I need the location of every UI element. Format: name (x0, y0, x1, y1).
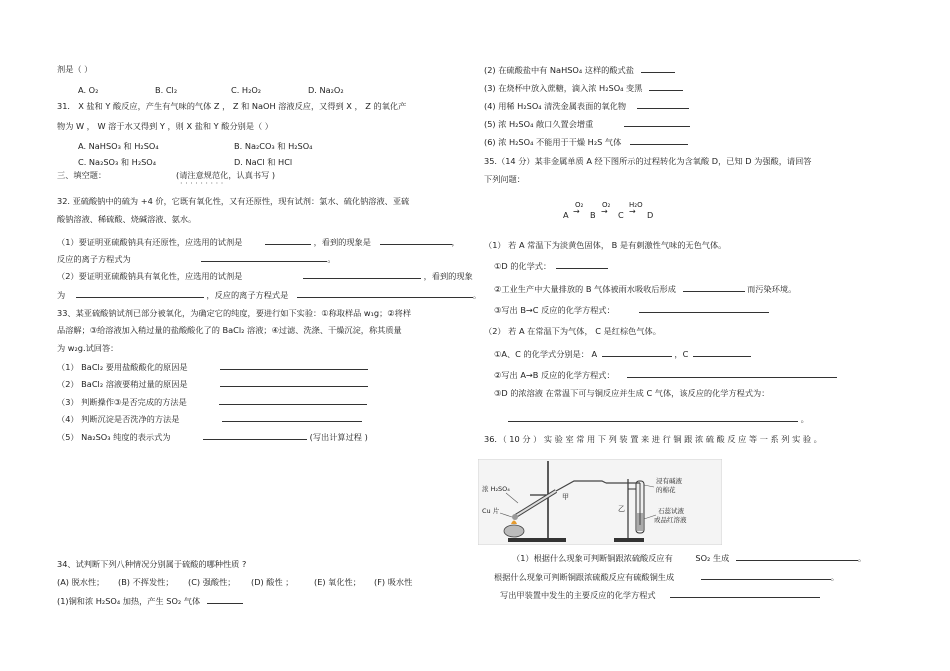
scheme-a: A (563, 210, 569, 220)
q30-option-d: D. Na₂O₂ (308, 85, 344, 95)
q32-part2-prompt: （2）要证明亚硫酸钠具有氧化性，应选用的试剂是 (57, 271, 243, 281)
q32-stem-line1: 32. 亚硫酸钠中的硫为 +4 价，它既有氧化性，又有还原性，现有试剂：氯水、硫化钠溶液、亚硫 (57, 196, 410, 206)
q34-item1-blank[interactable] (207, 595, 243, 604)
q35-part2-sub3-period: 。 (800, 414, 809, 424)
q34-item2-prompt: (2) 在硫酸盐中有 NaHSO₄ 这样的酸式盐 (484, 65, 634, 75)
q35-part2-sub1-prompt: ①A、C 的化学式分别是： A (494, 349, 598, 359)
q32-part1-phenomenon-label: ，看到的现象是 (313, 237, 371, 247)
copper-sulfuric-acid-apparatus-figure (478, 459, 722, 545)
q34-option-b: (B) 不挥发性； (118, 577, 174, 587)
q35-part2-stem: （2） 若 A 在常温下为气体， C 是红棕色气体。 (484, 326, 661, 336)
q34-stem: 34、试判断下列八种情况分别属于硫酸的哪种性质 ? (57, 559, 247, 569)
q35-part2-sub2[interactable] (494, 369, 837, 381)
q32-stem-line2: 酸钠溶液、稀硫酸、烧碱溶液、氨水。 (57, 214, 197, 224)
q34-item4[interactable] (484, 100, 689, 112)
q36-stem: 36．（ 10 分 ） 实 验 室 常 用 下 列 装 置 来 进 行 铜 跟 浓 硫 酸 反 应 等 一 系 列 实 验 。 (484, 434, 822, 444)
q36-part1-prompt: （1）根据什么现象可判断铜跟浓硫酸反应有 (512, 553, 673, 563)
q36-part1-so2: SO₂ 生成 (695, 553, 730, 563)
q35-part1-sub2-blank[interactable] (683, 283, 745, 292)
q33-part4-blank[interactable] (222, 413, 362, 422)
q35-part1-sub3-prompt: ③写出 B→C 反应的化学方程式： (494, 305, 615, 315)
q34-item4-blank[interactable] (637, 100, 689, 109)
q33-part1[interactable] (57, 361, 368, 373)
q33-part3-prompt: （3） 判断操作③是否完成的方法是 (57, 397, 187, 407)
scheme-h2o: H₂O (629, 201, 643, 209)
q33-stem-line1: 33、某亚硫酸钠试剂已部分被氧化，为确定它的纯度，要进行如下实验：①称取样品 w₁g；②将样 (57, 308, 412, 318)
q34-item6-prompt: (6) 浓 H₂SO₄ 不能用于干燥 H₂S 气体 (484, 137, 622, 147)
scheme-arrow-2: → (601, 207, 608, 216)
scheme-arrow-3: → (629, 207, 636, 216)
scheme-arrow-1: → (573, 207, 580, 216)
q31-stem-line2: 物为 W ， W 溶于水又得到 Y ，则 X 盐和 Y 酸分别是（ ） (57, 121, 273, 131)
q33-part5-note: (写出计算过程 ) (309, 432, 368, 442)
q34-item3-prompt: (3) 在烧杯中放入蔗糖，滴入浓 H₂SO₄ 变黑 (484, 83, 643, 93)
q35-part2-sub2-prompt: ②写出 A→B 反应的化学方程式： (494, 370, 615, 380)
q32-part1-equation-blank[interactable] (201, 253, 327, 262)
q33-stem-line2: 品溶解；③给溶液加入稍过量的盐酸酸化了的 BaCl₂ 溶液；④过滤、洗涤、干燥沉淀，称其质量 (57, 325, 402, 335)
q34-item2[interactable] (484, 64, 675, 76)
q31-option-d: D. NaCl 和 HCl (234, 157, 293, 167)
section3-note: (请注意规范化，认真书写 ) (176, 170, 276, 180)
q34-option-f: (F) 吸水性 (374, 577, 413, 587)
q35-part2-sub1[interactable] (494, 348, 751, 360)
q36-part1-line1[interactable]: （1）根据什么现象可判断铜跟浓硫酸反应有 SO₂ 生成 。 (512, 553, 867, 563)
q32-part1-phenomenon-blank[interactable] (380, 236, 452, 245)
q32-part2-phenomenon-label: ，看到的现象 (423, 271, 473, 281)
q36-part1-cuso4-prompt: 根据什么现象可判断铜跟浓硫酸反应有硫酸铜生成 (494, 572, 675, 582)
q33-part5[interactable] (57, 431, 368, 443)
q33-stem-line3: 为 w₂g.试回答： (57, 343, 119, 353)
q32-part1-equation[interactable]: 反应的离子方程式为 。 (57, 254, 336, 264)
q33-part5-blank[interactable] (203, 431, 307, 440)
q35-part1-sub1[interactable] (494, 260, 608, 272)
apparatus-label-cotton-line1: 浸有碱液 (656, 477, 682, 485)
q35-part2-sub1-c-label: ，C (674, 349, 689, 359)
apparatus-label-cotton-line2: 的棉花 (656, 486, 676, 494)
q34-item3[interactable] (484, 82, 683, 94)
q34-item1-prompt: (1)铜和浓 H₂SO₄ 加热，产生 SO₂ 气体 (57, 596, 201, 606)
q35-part1-sub2[interactable] (494, 283, 796, 295)
q35-stem-line1: 35.（14 分）某非金属单质 A 经下图所示的过程转化为含氧酸 D，已知 D 为强酸，请回答 (484, 156, 812, 166)
q34-item4-prompt: (4) 用稀 H₂SO₄ 清洗金属表面的氧化物 (484, 101, 627, 111)
q34-item3-blank[interactable] (649, 82, 683, 91)
q35-part2-sub3-blank[interactable] (508, 413, 798, 422)
q34-option-a: (A) 脱水性； (57, 577, 105, 587)
q32-part2-for: 为 (57, 290, 66, 300)
q35-part1-sub1-blank[interactable] (556, 260, 608, 269)
q36-part1-so2-blank[interactable] (736, 552, 858, 561)
scheme-d: D (647, 210, 654, 220)
q33-part5-prompt: （5） Na₂SO₃ 纯度的表示式为 (57, 432, 171, 442)
q36-part1-equation-blank[interactable] (670, 589, 820, 598)
scheme-b: B (590, 210, 596, 220)
q32-part2-equation-prompt: ，反应的离子方程式是 (206, 290, 289, 300)
q34-item6[interactable] (484, 136, 688, 148)
q33-part2-prompt: （2） BaCl₂ 溶液要稍过量的原因是 (57, 379, 188, 389)
q33-part2-blank[interactable] (220, 378, 368, 387)
apparatus-label-litmus-line2: 或品红溶液 (654, 516, 687, 524)
q33-part1-prompt: （1） BaCl₂ 要用盐酸酸化的原因是 (57, 362, 188, 372)
q35-part2-sub3-answer[interactable] (508, 413, 809, 425)
q34-item1[interactable] (57, 595, 243, 607)
q35-part1-sub2-suffix: 而污染环境。 (747, 284, 797, 294)
section3-heading: 三、填空题： (57, 170, 107, 180)
q33-part3-blank[interactable] (219, 396, 367, 405)
q32-part1-reagent-blank[interactable] (265, 236, 311, 245)
q30-option-a: A. O₂ (78, 85, 99, 95)
q32-part2-reagent-blank[interactable] (303, 270, 421, 279)
q32-part2-line2[interactable]: 为 ，反应的离子方程式是 。 (57, 290, 482, 300)
q32-part1-equation-prompt: 反应的离子方程式为 (57, 254, 131, 264)
q35-part2-sub1-a-blank[interactable] (602, 348, 672, 357)
q31-option-c: C. Na₂SO₃ 和 H₂SO₄ (78, 157, 157, 167)
q33-part4[interactable] (57, 413, 362, 425)
apparatus-label-yi: 乙 (618, 505, 625, 513)
q33-part2[interactable] (57, 378, 368, 390)
q30-option-b: B. Cl₂ (155, 85, 178, 95)
q35-part1-sub3[interactable] (494, 304, 769, 316)
apparatus-label-acid: 浓 H₂SO₄ (482, 485, 510, 493)
q35-part2-sub2-blank[interactable] (627, 369, 837, 378)
apparatus-label-litmus-line1: 石蕊试液 (658, 507, 684, 515)
q34-option-d: (D) 酸性 ； (251, 577, 294, 587)
q31-option-a: A. NaHSO₃ 和 H₂SO₄ (78, 141, 159, 151)
q34-item5-blank[interactable] (624, 118, 690, 127)
scheme-o2-first: O₂ (575, 201, 584, 209)
q30-option-c: C. H₂O₂ (231, 85, 262, 95)
q35-part1-sub2-prompt: ②工业生产中大量排放的 B 气体被雨水吸收后形成 (494, 284, 676, 294)
q35-part1-sub3-blank[interactable] (639, 304, 769, 313)
emphasis-dots: · · · · · · · · · (180, 179, 224, 188)
q36-part1-line2[interactable]: 根据什么现象可判断铜跟浓硫酸反应有硫酸铜生成 。 (494, 572, 839, 582)
apparatus-label-jia: 甲 (562, 493, 569, 501)
q35-part2-sub1-c-blank[interactable] (693, 348, 751, 357)
q34-item6-blank[interactable] (630, 136, 688, 145)
q35-stem-line2: 下列问题： (484, 174, 525, 184)
q34-item5-prompt: (5) 浓 H₂SO₄ 敞口久置会增重 (484, 119, 594, 129)
q34-option-e: (E) 氧化性； (314, 577, 361, 587)
q34-item2-blank[interactable] (641, 64, 675, 73)
q32-part1[interactable]: （1）要证明亚硫酸钠具有还原性，应选用的试剂是 ，看到的现象是 ， (57, 237, 460, 247)
q36-part1-line3[interactable] (500, 589, 820, 601)
q30-stem-tail: 剂是（ ） (57, 64, 93, 74)
q35-part1-sub1-prompt: ①D 的化学式： (494, 261, 552, 271)
q33-part3[interactable] (57, 396, 367, 408)
scheme-o2-second: O₂ (602, 201, 611, 209)
q32-part2-phenomenon-blank[interactable] (76, 289, 204, 298)
q34-item5[interactable] (484, 118, 690, 130)
q35-part2-sub3: ③D 的浓溶液 在常温下可与铜反应并生成 C 气体，该反应的化学方程式为： (494, 388, 770, 398)
scheme-c: C (618, 210, 624, 220)
q31-option-b: B. Na₂CO₃ 和 H₂SO₄ (234, 141, 313, 151)
q36-part1-cuso4-blank[interactable] (701, 571, 831, 580)
q32-part2-equation-blank[interactable] (297, 289, 473, 298)
q32-part2[interactable] (57, 270, 473, 282)
q35-part1-stem: （1） 若 A 常温下为淡黄色固体， B 是有刺激性气味的无色气体。 (484, 240, 727, 250)
q33-part1-blank[interactable] (220, 361, 368, 370)
q31-stem-line1: 31． X 盐和 Y 酸反应，产生有气味的气体 Z ， Z 和 NaOH 溶液反应，又得到 X ， Z 的氧化产 (57, 101, 407, 111)
q33-part4-prompt: （4） 判断沉淀是否洗净的方法是 (57, 414, 180, 424)
q36-part1-equation-prompt: 写出甲装置中发生的主要反应的化学方程式 (500, 590, 656, 600)
q32-part1-prompt: （1）要证明亚硫酸钠具有还原性，应选用的试剂是 (57, 237, 243, 247)
q34-option-c: (C) 强酸性； (188, 577, 236, 587)
apparatus-label-copper: Cu 片 (482, 507, 500, 515)
